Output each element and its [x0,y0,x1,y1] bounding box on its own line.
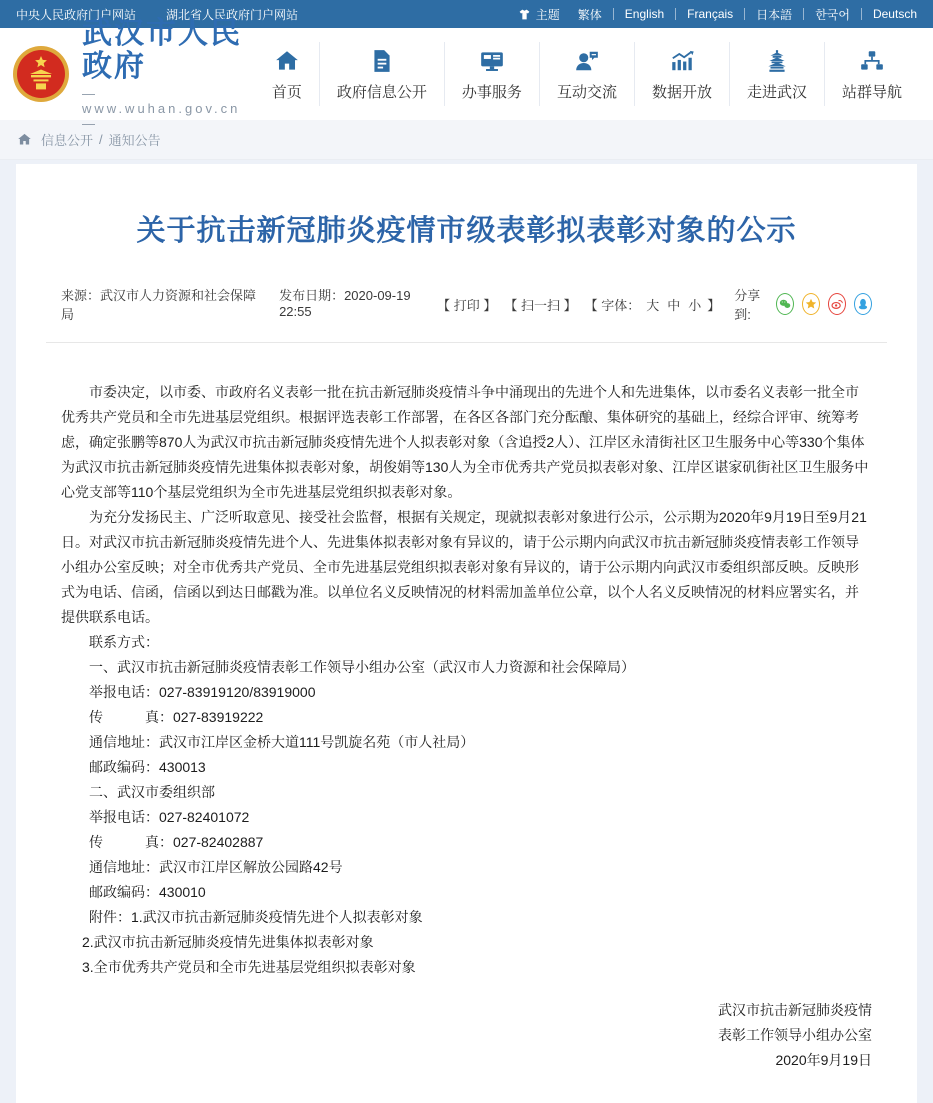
contact-line: 邮政编码：430013 [89,759,206,775]
contact-line: 举报电话：027-83919120/83919000 [89,684,316,700]
wechat-icon[interactable] [776,293,794,315]
contact-line: 通信地址：武汉市江岸区解放公园路42号 [89,859,343,875]
lang-english[interactable]: English [624,7,665,21]
interaction-icon [557,46,617,76]
font-size-small-button[interactable]: 小 [688,297,702,313]
site-name: 武汉市人民政府 [82,17,242,83]
lang-korean[interactable]: 한국어 [815,7,850,22]
lang-french[interactable]: Français [687,7,734,21]
theme-icon [518,8,531,21]
article-meta-tools [437,285,872,323]
signature-date: 2020年9月19日 [775,1052,872,1068]
signature-org-line: 表彰工作领导小组办公室 [718,1027,872,1043]
logo-text [82,17,255,131]
article-source: 来源：武汉市人力资源和社会保障局 [61,288,257,322]
article-card [16,164,917,1103]
breadcrumb-home-icon[interactable] [17,132,32,147]
contact-line: 一、武汉市抗击新冠肺炎疫情表彰工作领导小组办公室（武汉市人力资源和社会保障局） [89,659,635,675]
print-button[interactable]: 【 打印 】 [437,297,497,313]
contact-line: 通信地址：武汉市江岸区金桥大道111号凯旋名苑（市人社局） [89,734,475,750]
contact-line: 举报电话：027-82401072 [89,809,250,825]
signature-org-line: 武汉市抗击新冠肺炎疫情 [718,1002,872,1018]
attachment-line: 3.全市优秀共产党员和全市先进基层党组织拟表彰对象 [82,959,416,975]
font-size-label: 【 字体： [584,297,641,313]
home-icon [272,46,302,76]
signature-block [61,998,872,1073]
site-logo[interactable] [12,17,255,131]
nav-item-data-open[interactable]: 数据开放 [634,42,729,106]
lang-german[interactable]: Deutsch [872,7,917,21]
font-size-label-close: 】 [707,297,721,313]
lang-japanese[interactable]: 日本語 [756,7,793,22]
attachment-line: 2.武汉市抗击新冠肺炎疫情先进集体拟表彰对象 [82,934,374,950]
site-header [0,17,933,131]
nav-item-info-disclosure[interactable]: 政府信息公开 [319,42,444,106]
article-publish-date: 发布日期：2020-09-19 22:55 [279,288,411,319]
paragraph: 为充分发扬民主、广泛听取意见、接受社会监督，根据有关规定，现就拟表彰对象进行公示，公示期为2020年9月19日至9月21日。对武汉市抗击新冠肺炎疫情先进个人、先进集体拟表彰对象有异议的，请于公示期内向武汉市抗击新冠肺炎疫情表彰工作领导小组办公室反映；对全市优秀共产党员、全市先进基层党组织拟表彰对象有异议的，请于公示期内向武汉市委组织部反映。反映形式为电话、信函，信函以到达日邮戳为准。以单位名义反映情况的材料需加盖单位公章，以个人名义反映情况的材料应署实名，并提供联系电话。 [61,509,867,625]
page-title: 关于抗击新冠肺炎疫情市级表彰拟表彰对象的公示 [136,215,797,247]
weibo-icon[interactable] [828,293,846,315]
nav-item-visit-wuhan[interactable]: 走进武汉 [729,42,824,106]
contact-heading: 联系方式： [89,634,159,650]
theme-label: 主题 [535,7,560,22]
attachment-line: 附件：1.武汉市抗击新冠肺炎疫情先进个人拟表彰对象 [89,909,423,925]
data-open-icon [652,46,712,76]
font-size-large-button[interactable]: 大 [646,297,660,313]
nav-item-sitemap[interactable]: 站群导航 [824,42,919,106]
central-gov-portal-link[interactable]: 中央人民政府门户网站 [16,7,137,22]
font-size-control [585,295,721,314]
hubei-gov-portal-link[interactable]: 湖北省人民政府门户网站 [166,7,299,22]
contact-line: 二、武汉市委组织部 [89,784,215,800]
info-disclosure-icon [337,46,427,76]
main-nav [255,42,919,106]
paragraph: 市委决定，以市委、市政府名义表彰一批在抗击新冠肺炎疫情斗争中涌现出的先进个人和先进集体，以市委名义表彰一批全市优秀共产党员和全市先进基层党组织。根据评选表彰工作部署，在各区各部门充分酝酿、集体研究的基础上，经综合评审、统筹考虑，确定张鹏等870人为武汉市抗击新冠肺炎疫情先进个人拟表彰对象（含追授2人）、江岸区永清街社区卫生服务中心等330个集体为武汉市抗击新冠肺炎疫情先进集体拟表彰对象，胡俊娟等130人为全市优秀共产党员拟表彰对象、江岸区谌家矶街社区卫生服务中心党支部等110个基层党组织为全市先进基层党组织拟表彰对象。 [61,384,869,500]
nav-item-services[interactable]: 办事服务 [444,42,539,106]
font-size-medium-button[interactable]: 中 [667,297,681,313]
article-meta-left [61,285,437,323]
article-meta-bar [46,285,887,343]
breadcrumb-separator: / [99,132,103,147]
sitemap-icon [842,46,902,76]
contact-line: 传 真：027-82402887 [89,834,264,850]
main-content [0,160,933,1103]
site-url: — www.wuhan.gov.cn — [82,86,241,131]
theme-link[interactable] [518,6,560,23]
contact-line: 传 真：027-83919222 [89,709,264,725]
qq-icon[interactable] [854,293,872,315]
language-links [518,6,917,23]
nav-item-home[interactable]: 首页 [255,42,319,106]
national-emblem-icon [12,45,70,103]
lang-traditional-chinese[interactable]: 繁体 [577,7,602,22]
contact-line: 邮政编码：430010 [89,884,206,900]
qzone-star-icon[interactable] [802,293,820,315]
breadcrumb-item-notices[interactable]: 通知公告 [108,133,161,148]
article-body [46,380,887,1073]
breadcrumb-item-info[interactable]: 信息公开 [41,133,94,148]
scan-qr-button[interactable]: 【 扫一扫 】 [504,297,577,313]
nav-item-interaction[interactable]: 互动交流 [539,42,634,106]
city-tower-icon [747,46,807,76]
services-icon [462,46,522,76]
share-label: 分享到: [734,288,761,322]
